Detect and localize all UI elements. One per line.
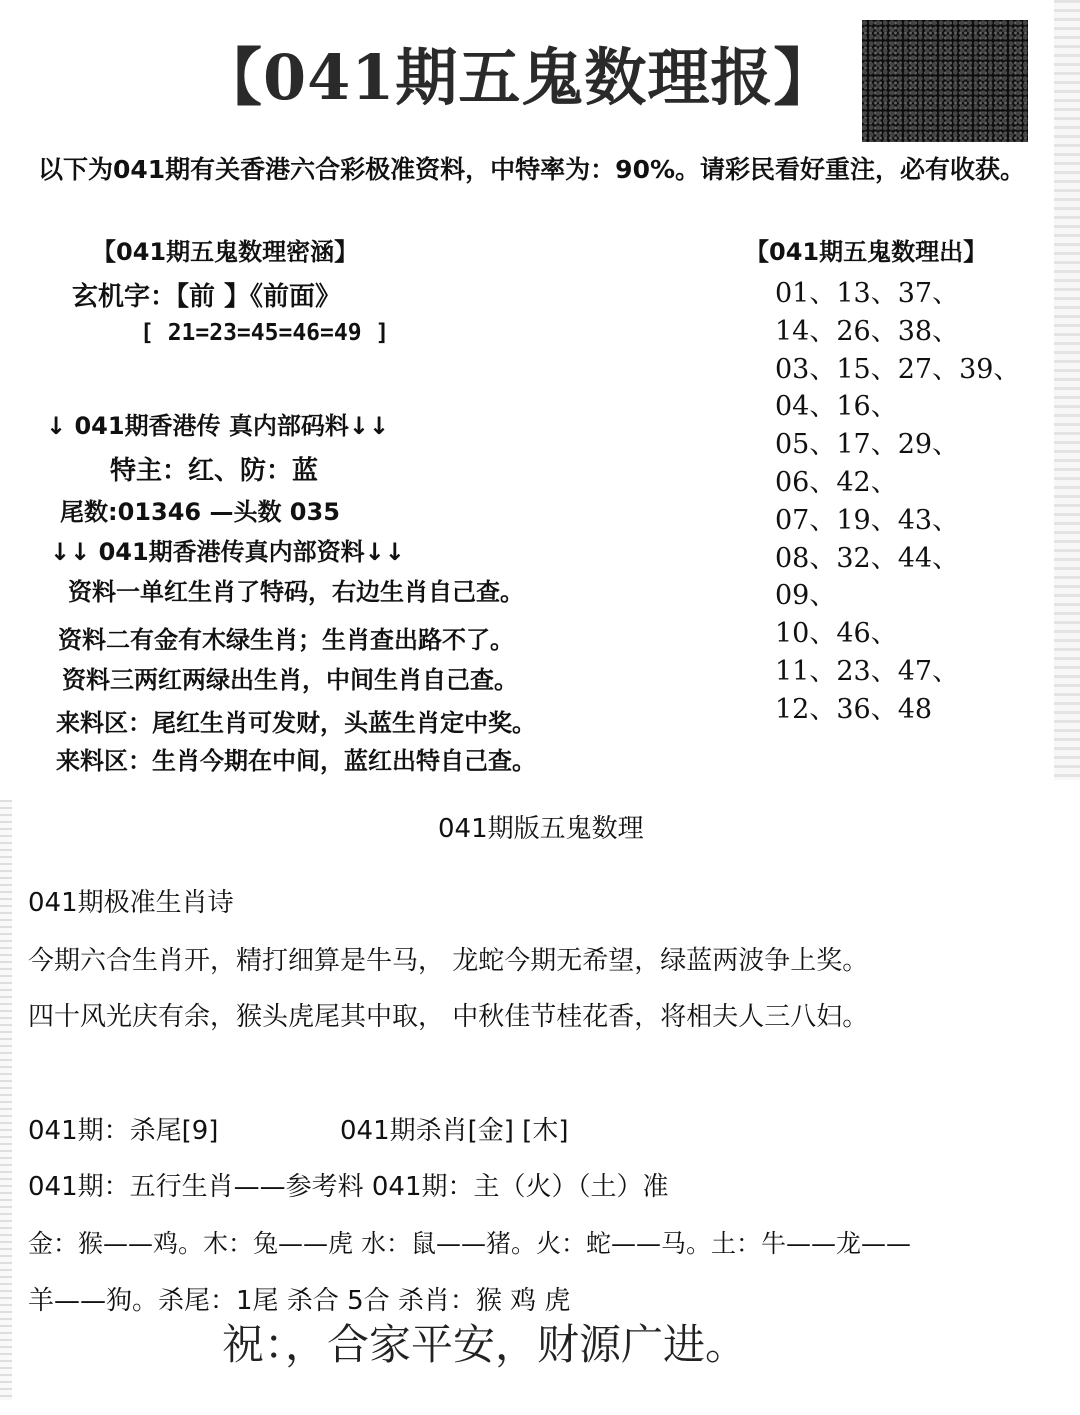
number-box: [ 21=23=45=46=49 ]	[140, 320, 390, 346]
kill-zodiac: 041期杀肖[金] [木]	[340, 1116, 569, 1146]
number-row: 11、23、47、	[775, 655, 960, 687]
wuxing-line: 041期：五行生肖——参考料 041期：主（火）（土）准	[28, 1172, 669, 1202]
number-row: 09、	[775, 580, 837, 612]
number-row: 14、26、38、	[775, 315, 960, 347]
number-row: 10、46、	[775, 618, 898, 650]
left-section-heading: 【041期五鬼数理密涵】	[92, 238, 359, 266]
poem-line-2: 四十风光庆有余，猴头虎尾其中取， 中秋佳节桂花香，将相夫人三八妇。	[28, 1002, 869, 1032]
weishu-line: 尾数:01346 —头数 035	[60, 498, 340, 526]
ziliao-1: 资料一单红生肖了特码，右边生肖自己查。	[68, 578, 524, 606]
kill-summary-line: 羊——狗。杀尾：1尾 杀合 5合 杀肖：猴 鸡 虎	[28, 1286, 571, 1316]
number-row: 07、19、43、	[775, 504, 960, 536]
scan-edge-decoration	[1054, 0, 1080, 780]
xuanjizi-line: 玄机字：【前 】《前面》	[72, 282, 342, 312]
blessing-text: 祝：，合家平安，财源广进。	[222, 1320, 748, 1369]
page-title: 【041期五鬼数理报】	[200, 41, 837, 114]
intro-text: 以下为041期有关香港六合彩极准资料，中特率为：90%。请彩民看好重注，必有收获。	[38, 155, 1026, 184]
mid-title: 041期版五鬼数理	[438, 814, 644, 844]
scan-edge-decoration-left	[0, 800, 12, 1400]
number-row: 03、15、27、39、	[775, 353, 1021, 385]
wuxing-mapping-line: 金：猴——鸡。木：兔——虎 水：鼠——猪。火：蛇——马。土：牛——龙——	[28, 1229, 911, 1258]
number-row: 04、16、	[775, 391, 898, 423]
kill-tail: 041期：杀尾[9]	[28, 1116, 219, 1146]
tezhu-line: 特主：红、防：蓝	[110, 456, 319, 486]
number-row: 08、32、44、	[775, 542, 960, 574]
number-list	[775, 275, 1020, 729]
qr-code-image	[862, 20, 1028, 142]
number-row: 05、17、29、	[775, 429, 960, 461]
ziliao-3: 资料三两红两绿出生肖，中间生肖自己查。	[62, 666, 518, 694]
poem-title: 041期极准生肖诗	[28, 888, 234, 918]
poem-line-1: 今期六合生肖开，精打细算是牛马， 龙蛇今期无希望，绿蓝两波争上奖。	[28, 946, 869, 976]
ziliao-2: 资料二有金有木绿生肖；生肖查出路不了。	[58, 626, 514, 654]
number-row: 06、42、	[775, 466, 898, 498]
number-row: 12、36、48	[775, 693, 933, 725]
number-row: 01、13、37、	[775, 278, 960, 309]
hk-heading-2: ↓↓ 041期香港传真内部资料↓↓	[50, 538, 405, 566]
laiqu-1: 来料区：尾红生肖可发财，头蓝生肖定中奖。	[56, 709, 536, 737]
right-section-heading: 【041期五鬼数理出】	[745, 238, 988, 266]
laiqu-2: 来料区：生肖今期在中间，蓝红出特自己查。	[56, 747, 536, 775]
hk-heading: ↓ 041期香港传 真内部码料↓↓	[46, 412, 390, 440]
